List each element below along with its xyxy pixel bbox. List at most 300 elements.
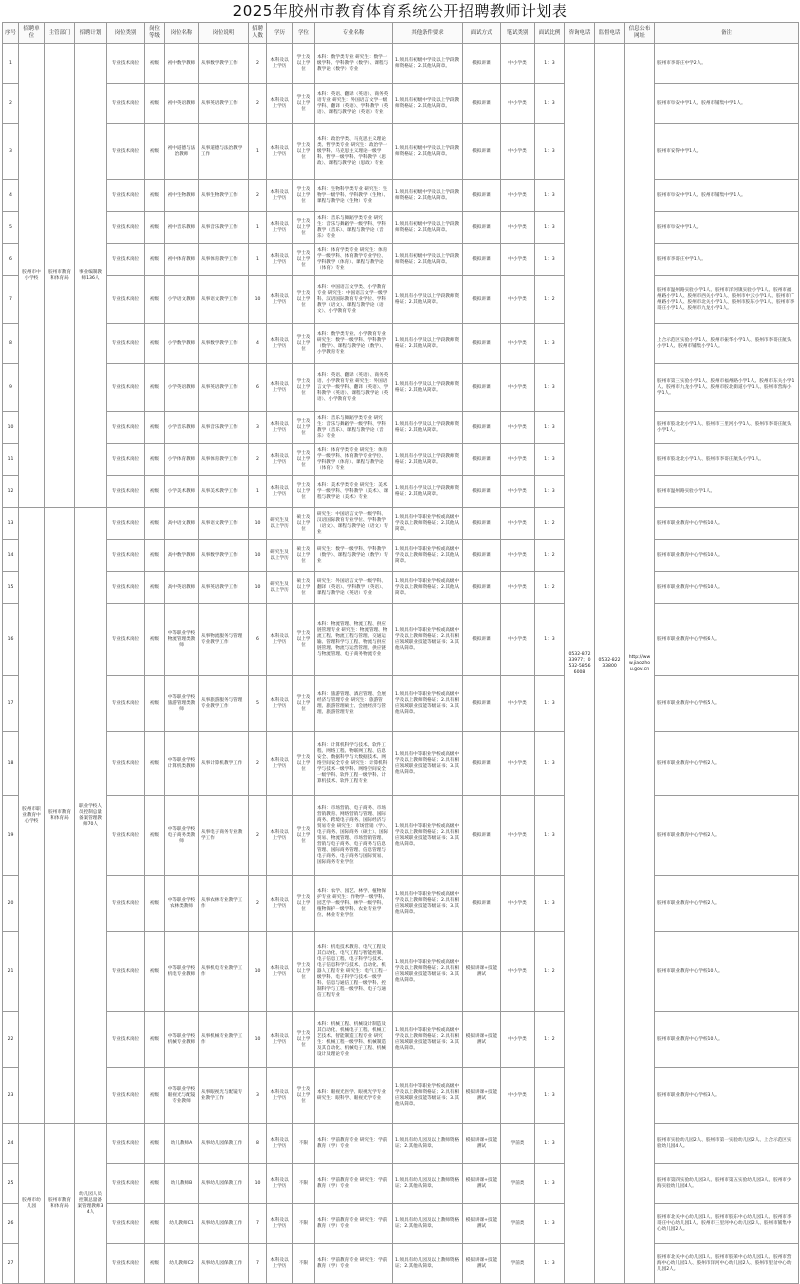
- interview-ratio: 1：3: [535, 604, 565, 676]
- column-header: 信息公布网址: [625, 23, 655, 44]
- position-level: 初级: [145, 44, 165, 84]
- interview-ratio: 1：2: [535, 572, 565, 604]
- position-category: 专业技术岗位: [107, 1164, 145, 1204]
- remarks: 胶州市职业教育中心学校10人。: [655, 1012, 799, 1068]
- education-requirement: 本科及以上学历: [267, 476, 293, 508]
- remarks: 胶州市李哥庄中学1人。: [655, 244, 799, 276]
- position-level: 初级: [145, 212, 165, 244]
- exam-category: 学前类: [501, 1124, 535, 1164]
- major-names: 本科：体育学类专业 研究生：体育学一级学科、体育教学专业学位、学科教学（体育）、课程与教学论（体育）专业: [315, 444, 393, 476]
- recruit-count: 10: [249, 508, 267, 540]
- degree-requirement: 学士及以上学位: [293, 124, 315, 180]
- major-names: 本科：英语、翻译（英语）、商务英语、小学教育专业 研究生：外国语言文学一级学科、翻译（英语）、学科教学（英语）、课程与教学论（英语）、小学教育专业: [315, 364, 393, 412]
- position-description: 从事幼儿园保教工作: [199, 1164, 249, 1204]
- degree-requirement: 学士及以上学位: [293, 932, 315, 1012]
- position-description: 从事道德与法治教学工作: [199, 124, 249, 180]
- position-level: 初级: [145, 932, 165, 1012]
- major-names: 本科：音乐与舞蹈学类专业 研究生：音乐与舞蹈学一级学科、学科教学（音乐）、课程与教学论（音乐）专业: [315, 212, 393, 244]
- remarks: 胶州市阜安中学1人、胶州市铺集中学1人。: [655, 84, 799, 124]
- interview-ratio: 1：3: [535, 124, 565, 180]
- major-names: 本科：市场营销、电子商务、市场营销教育、网络营销与管理、国际商务、跨境电子商务、国际经济与贸易专业 研究生：市场营销（学）、电子商务、国际商务（硕士）、国际贸易、物流管理、市场营销管理、营销与电子商务、电子商务与信息管理、国际商务管理、信息管理与电子商务、电子商务与国际贸易、国际商务专业学位: [315, 796, 393, 876]
- other-requirements: 1.须具有初级中学及以上学段教师资格证；2.其他从简章。: [393, 180, 463, 212]
- degree-requirement: 不限: [293, 1124, 315, 1164]
- education-requirement: 本科及以上学历: [267, 1124, 293, 1164]
- position-category: 专业技术岗位: [107, 604, 145, 676]
- row-number: 19: [3, 796, 19, 876]
- other-requirements: 1.须具有幼儿园及以上教师资格证；2.其他从简章。: [393, 1124, 463, 1164]
- position-description: 从事体育教学工作: [199, 244, 249, 276]
- other-requirements: 1.须具有小学及以上学段教师资格证；2.其他从简章。: [393, 324, 463, 364]
- exam-category: 中小学类: [501, 876, 535, 932]
- table-row: [3, 796, 799, 876]
- position-category: 专业技术岗位: [107, 180, 145, 212]
- position-description: 从事音乐教学工作: [199, 412, 249, 444]
- column-header: 招聘计划: [75, 23, 107, 44]
- exam-category: 中小学类: [501, 444, 535, 476]
- interview-ratio: 1：3: [535, 212, 565, 244]
- other-requirements: 1.须具有初级中学及以上学段教师资格证；2.其他从简章。: [393, 212, 463, 244]
- remarks: 胶州市职业教育中心学校6人。: [655, 604, 799, 676]
- recruit-count: 2: [249, 876, 267, 932]
- interview-ratio: 1：3: [535, 412, 565, 444]
- position-description: 从事英语教学工作: [199, 364, 249, 412]
- other-requirements: 1.须具有中等职业学校或高级中学及以上教师资格证；2.其他从简章。: [393, 572, 463, 604]
- position-category: 专业技术岗位: [107, 44, 145, 84]
- position-category: 专业技术岗位: [107, 1012, 145, 1068]
- position-name: 幼儿教师B: [165, 1164, 199, 1204]
- position-name: 中等职业学校物流管理类教师: [165, 604, 199, 676]
- table-row: [3, 508, 799, 540]
- education-requirement: 研究生及以上学历: [267, 508, 293, 540]
- degree-requirement: 学士及以上学位: [293, 676, 315, 732]
- recruit-count: 1: [249, 124, 267, 180]
- column-header: 岗位等级: [145, 23, 165, 44]
- education-requirement: 本科及以上学历: [267, 1012, 293, 1068]
- recruit-count: 2: [249, 444, 267, 476]
- other-requirements: 1.须具有中等职业学校或高级中学及以上教师资格证；2.具有相应领域职业技能等级证书；3.其他从简章。: [393, 796, 463, 876]
- interview-ratio: 1：3: [535, 364, 565, 412]
- table-row: [3, 604, 799, 676]
- major-names: 本科：美术学类专业 研究生：美术学一级学科、学科教学（美术）、课程与教学论（美术）专业: [315, 476, 393, 508]
- remarks: 胶州市职业教育中心学校10人。: [655, 540, 799, 572]
- table-row: [3, 44, 799, 84]
- major-names: 本科：眼视光医学、眼视光学专业 研究生：眼科学、眼视光学专业: [315, 1068, 393, 1124]
- position-category: 专业技术岗位: [107, 1124, 145, 1164]
- position-name: 中等职业学校机电专业教师: [165, 932, 199, 1012]
- row-number: 9: [3, 364, 19, 412]
- remarks: 胶州市胶北北小学1人、胶州市三里河小学1人、胶州市李哥庄航头小学1人。: [655, 412, 799, 444]
- position-name: 高中数学教师: [165, 540, 199, 572]
- interview-method: 模拟讲课+技能测试: [463, 1124, 501, 1164]
- position-level: 初级: [145, 180, 165, 212]
- recruit-count: 10: [249, 572, 267, 604]
- degree-requirement: 不限: [293, 1244, 315, 1284]
- remarks: 胶州市第四实验幼儿园3人、胶州市第五实验幼儿园3人、胶州市少海实验幼儿园4人。: [655, 1164, 799, 1204]
- column-header: 监督电话: [595, 23, 625, 44]
- row-number: 2: [3, 84, 19, 124]
- position-name: 中等职业学校眼视光与配镜专业教师: [165, 1068, 199, 1124]
- other-requirements: 1.须具有小学及以上学段教师资格证；2.其他从简章。: [393, 276, 463, 324]
- position-name: 小学数学教师: [165, 324, 199, 364]
- position-level: 初级: [145, 572, 165, 604]
- column-header: 咨询电话: [565, 23, 595, 44]
- info-website: http://www.jiaozhou.gov.cn: [625, 44, 655, 1284]
- major-names: 本科：英语、翻译（英语）、商务英语专业 研究生：外国语言文学一级学科、翻译（英语）、学科教学（英语）、课程与教学论（英语）专业: [315, 84, 393, 124]
- table-row: [3, 1012, 799, 1068]
- interview-ratio: 1：2: [535, 932, 565, 1012]
- position-category: 专业技术岗位: [107, 244, 145, 276]
- education-requirement: 本科及以上学历: [267, 1164, 293, 1204]
- exam-category: 中小学类: [501, 44, 535, 84]
- row-number: 6: [3, 244, 19, 276]
- recruit-count: 10: [249, 1012, 267, 1068]
- position-category: 专业技术岗位: [107, 212, 145, 244]
- recruiting-unit: 胶州市中小学校: [19, 44, 45, 508]
- column-header: 学历: [267, 23, 293, 44]
- position-name: 幼儿教师C1: [165, 1204, 199, 1244]
- position-category: 专业技术岗位: [107, 476, 145, 508]
- exam-category: 中小学类: [501, 676, 535, 732]
- other-requirements: 1.须具有小学及以上学段教师资格证；2.其他从简章。: [393, 444, 463, 476]
- education-requirement: 本科及以上学历: [267, 324, 293, 364]
- position-level: 初级: [145, 244, 165, 276]
- degree-requirement: 学士及以上学位: [293, 1068, 315, 1124]
- table-row: [3, 1164, 799, 1204]
- column-header: 主管部门: [45, 23, 75, 44]
- position-level: 初级: [145, 1068, 165, 1124]
- row-number: 20: [3, 876, 19, 932]
- other-requirements: 1.须具有小学及以上学段教师资格证；2.其他从简章。: [393, 412, 463, 444]
- recruitment-plan: 事业编制教师136人: [75, 44, 107, 508]
- position-description: 从事语文教学工作: [199, 276, 249, 324]
- position-description: 从事体育教学工作: [199, 444, 249, 476]
- interview-method: 模拟讲课+技能测试: [463, 1164, 501, 1204]
- recruit-count: 2: [249, 180, 267, 212]
- position-description: 从事美术教学工作: [199, 476, 249, 508]
- other-requirements: 1.须具有中等职业学校或高级中学及以上教师资格证；2.具有相应领域职业技能等级证书；3.其他从简章。: [393, 1012, 463, 1068]
- remarks: 胶州市温州路实验小学1人、胶州市洋河镇实验小学1人、胶州市福州路小学1人、胶州市西关小学1人、胶州市中云小学1人、胶州市广州路小学1人、胶州市北关小学1人、胶州市胶东小学1人、胶州市李哥庄小学1人、胶州市九龙小学1人。: [655, 276, 799, 324]
- education-requirement: 本科及以上学历: [267, 276, 293, 324]
- recruitment-plan: 幼儿园人员控制总量备案管理教师34人: [75, 1124, 107, 1284]
- remarks: 胶州市阜安中学1人。: [655, 212, 799, 244]
- row-number: 4: [3, 180, 19, 212]
- degree-requirement: 学士及以上学位: [293, 1012, 315, 1068]
- recruitment-plan: 职业学校人员控制总量备案管理教师70人: [75, 508, 107, 1124]
- position-name: 初中音乐教师: [165, 212, 199, 244]
- column-header: 岗位类别: [107, 23, 145, 44]
- education-requirement: 本科及以上学历: [267, 1204, 293, 1244]
- interview-method: 模拟讲课: [463, 572, 501, 604]
- education-requirement: 本科及以上学历: [267, 876, 293, 932]
- row-number: 8: [3, 324, 19, 364]
- degree-requirement: 学士及以上学位: [293, 44, 315, 84]
- position-category: 专业技术岗位: [107, 540, 145, 572]
- remarks: 胶州市职业教育中心学校2人。: [655, 876, 799, 932]
- interview-method: 模拟讲课+技能测试: [463, 1244, 501, 1284]
- row-number: 11: [3, 444, 19, 476]
- table-row: [3, 476, 799, 508]
- table-row: [3, 876, 799, 932]
- position-description: 从事幼儿园保教工作: [199, 1204, 249, 1244]
- position-category: 专业技术岗位: [107, 572, 145, 604]
- interview-method: 模拟讲课: [463, 124, 501, 180]
- degree-requirement: 不限: [293, 1164, 315, 1204]
- position-level: 初级: [145, 508, 165, 540]
- major-names: 本科：学前教育专业 研究生：学前教育（学）专业: [315, 1124, 393, 1164]
- position-category: 专业技术岗位: [107, 732, 145, 796]
- degree-requirement: 学士及以上学位: [293, 476, 315, 508]
- table-row: [3, 276, 799, 324]
- other-requirements: 1.须具有中等职业学校或高级中学及以上教师资格证；2.具有相应领域职业技能等级证书；3.其他从简章。: [393, 876, 463, 932]
- interview-ratio: 1：3: [535, 84, 565, 124]
- table-row: [3, 540, 799, 572]
- other-requirements: 1.须具有小学及以上学段教师资格证；2.其他从简章。: [393, 364, 463, 412]
- position-level: 初级: [145, 876, 165, 932]
- remarks: 胶州市职业教育中心学校5人。: [655, 676, 799, 732]
- interview-method: 模拟讲课: [463, 676, 501, 732]
- position-category: 专业技术岗位: [107, 876, 145, 932]
- column-header: 笔试类别: [501, 23, 535, 44]
- column-header: 学位: [293, 23, 315, 44]
- education-requirement: 研究生及以上学历: [267, 540, 293, 572]
- supervising-department: 胶州市教育和体育局: [45, 508, 75, 1124]
- row-number: 27: [3, 1244, 19, 1284]
- column-header: 备注: [655, 23, 799, 44]
- interview-ratio: 1：3: [535, 796, 565, 876]
- table-row: [3, 324, 799, 364]
- exam-category: 中小学类: [501, 124, 535, 180]
- position-level: 初级: [145, 1244, 165, 1284]
- education-requirement: 本科及以上学历: [267, 212, 293, 244]
- interview-method: 模拟讲课: [463, 732, 501, 796]
- exam-category: 学前类: [501, 1244, 535, 1284]
- position-category: 专业技术岗位: [107, 1068, 145, 1124]
- table-row: [3, 1244, 799, 1284]
- exam-category: 中小学类: [501, 276, 535, 324]
- other-requirements: 1.须具有中等职业学校或高级中学及以上教师资格证；2.其他从简章。: [393, 508, 463, 540]
- position-name: 初中生物教师: [165, 180, 199, 212]
- column-header: 专业名称: [315, 23, 393, 44]
- education-requirement: 本科及以上学历: [267, 44, 293, 84]
- degree-requirement: 学士及以上学位: [293, 276, 315, 324]
- exam-category: 中小学类: [501, 1068, 535, 1124]
- major-names: 本科：音乐与舞蹈学类专业 研究生：音乐与舞蹈学一级学科、学科教学（音乐）、课程与教学论（音乐）专业: [315, 412, 393, 444]
- exam-category: 学前类: [501, 1164, 535, 1204]
- remarks: 胶州市第三实验小学1人、胶州市福州路小学1人、胶州市东关小学1人、胶州市九龙小学1人、胶州市胶北街道小学1人、胶州市营海小学1人。: [655, 364, 799, 412]
- major-names: 本科：政治学类、马克思主义理论类、哲学类专业 研究生：政治学一级学科、马克思主义理论一级学科、哲学一级学科、学科教学（思政）、课程与教学论（思政）专业: [315, 124, 393, 180]
- education-requirement: 研究生及以上学历: [267, 572, 293, 604]
- other-requirements: 1.须具有幼儿园及以上教师资格证；2.其他从简章。: [393, 1204, 463, 1244]
- row-number: 16: [3, 604, 19, 676]
- major-names: 本科：学前教育专业 研究生：学前教育（学）专业: [315, 1244, 393, 1284]
- position-description: 从事物流服务与管理专业教学工作: [199, 604, 249, 676]
- interview-method: 模拟讲课: [463, 180, 501, 212]
- education-requirement: 本科及以上学历: [267, 604, 293, 676]
- column-header: 岗位名称: [165, 23, 199, 44]
- degree-requirement: 学士及以上学位: [293, 324, 315, 364]
- position-category: 专业技术岗位: [107, 124, 145, 180]
- interview-method: 模拟讲课: [463, 244, 501, 276]
- supervising-department: 胶州市教育和体育局: [45, 44, 75, 508]
- row-number: 5: [3, 212, 19, 244]
- remarks: 胶州市阜安中学1人、胶州市铺集中学1人。: [655, 180, 799, 212]
- interview-ratio: 1：3: [535, 1204, 565, 1244]
- position-level: 初级: [145, 476, 165, 508]
- education-requirement: 本科及以上学历: [267, 180, 293, 212]
- position-category: 专业技术岗位: [107, 276, 145, 324]
- row-number: 1: [3, 44, 19, 84]
- interview-method: 模拟讲课: [463, 364, 501, 412]
- degree-requirement: 硕士及以上学位: [293, 508, 315, 540]
- remarks: 胶州市胶北北小学1人、胶州市李哥庄航头小学1人。: [655, 444, 799, 476]
- column-header: 序号: [3, 23, 19, 44]
- position-level: 初级: [145, 324, 165, 364]
- table-row: [3, 1204, 799, 1244]
- exam-category: 中小学类: [501, 364, 535, 412]
- education-requirement: 本科及以上学历: [267, 84, 293, 124]
- position-category: 专业技术岗位: [107, 932, 145, 1012]
- exam-category: 中小学类: [501, 796, 535, 876]
- other-requirements: 1.须具有幼儿园及以上教师资格证；2.其他从简章。: [393, 1164, 463, 1204]
- recruit-count: 1: [249, 476, 267, 508]
- degree-requirement: 学士及以上学位: [293, 244, 315, 276]
- degree-requirement: 学士及以上学位: [293, 180, 315, 212]
- remarks: 胶州市职业教育中心学校2人。: [655, 732, 799, 796]
- education-requirement: 本科及以上学历: [267, 364, 293, 412]
- row-number: 24: [3, 1124, 19, 1164]
- education-requirement: 本科及以上学历: [267, 244, 293, 276]
- major-names: 本科：数学类专业 研究生：数学一级学科、学科教学（数学）、课程与教学论（数学）专业: [315, 44, 393, 84]
- interview-ratio: 1：2: [535, 508, 565, 540]
- remarks: 胶州市职业教育中心学校10人。: [655, 932, 799, 1012]
- position-description: 从事英语教学工作: [199, 572, 249, 604]
- position-name: 高中语文教师: [165, 508, 199, 540]
- exam-category: 中小学类: [501, 324, 535, 364]
- interview-ratio: 1：3: [535, 444, 565, 476]
- column-header: 其他条件要求: [393, 23, 463, 44]
- position-name: 高中英语教师: [165, 572, 199, 604]
- recruit-count: 2: [249, 796, 267, 876]
- position-name: 初中体育教师: [165, 244, 199, 276]
- position-level: 初级: [145, 412, 165, 444]
- interview-method: 模拟讲课: [463, 604, 501, 676]
- degree-requirement: 学士及以上学位: [293, 604, 315, 676]
- interview-ratio: 1：3: [535, 44, 565, 84]
- other-requirements: 1.须具有小学及以上学段教师资格证；2.其他从简章。: [393, 476, 463, 508]
- recruitment-plan-table: [2, 22, 799, 1284]
- position-name: 中等职业学校电子商务类教师: [165, 796, 199, 876]
- row-number: 7: [3, 276, 19, 324]
- major-names: 研究生：中国语言文学一级学科、汉语国际教育专业学位、学科教学（语文）、课程与教学论（语文）专业: [315, 508, 393, 540]
- column-header: 面试比例: [535, 23, 565, 44]
- major-names: 本科：体育学类专业 研究生：体育学一级学科、体育教学专业学位、学科教学（体育）、课程与教学论（体育）专业: [315, 244, 393, 276]
- column-header: 岗位说明: [199, 23, 249, 44]
- recruit-count: 4: [249, 324, 267, 364]
- position-level: 初级: [145, 1124, 165, 1164]
- column-header: 面试方式: [463, 23, 501, 44]
- other-requirements: 1.须具有中等职业学校或高级中学及以上教师资格证；2.具有相应领域职业技能等级证书；3.其他从简章。: [393, 732, 463, 796]
- remarks: 胶州市李哥庄中学2人。: [655, 44, 799, 84]
- position-level: 初级: [145, 444, 165, 476]
- position-level: 初级: [145, 364, 165, 412]
- row-number: 25: [3, 1164, 19, 1204]
- position-description: 从事机械专业教学工作: [199, 1012, 249, 1068]
- position-name: 中等职业学校旅游管理类教师: [165, 676, 199, 732]
- degree-requirement: 学士及以上学位: [293, 444, 315, 476]
- major-names: 本科：学前教育专业 研究生：学前教育（学）专业: [315, 1204, 393, 1244]
- recruit-count: 7: [249, 1204, 267, 1244]
- recruit-count: 6: [249, 604, 267, 676]
- remarks: 上合示范区实验小学1人、胶州市振华小学1人、胶州市李哥庄航头小学1人、胶州市铺集小学1人。: [655, 324, 799, 364]
- interview-method: 模拟讲课+技能测试: [463, 932, 501, 1012]
- recruit-count: 10: [249, 1164, 267, 1204]
- education-requirement: 本科及以上学历: [267, 676, 293, 732]
- major-names: 本科：物流管理、物流工程、供应链管理专业 研究生：物流管理、物流工程、物流工程与管理、交通运输、管理科学与工程、物流与供应链管理、物流与运营管理、供应链与物流管理、电子商务物流专业: [315, 604, 393, 676]
- table-row: [3, 732, 799, 796]
- interview-ratio: 1：3: [535, 1124, 565, 1164]
- interview-method: 模拟讲课: [463, 444, 501, 476]
- position-category: 专业技术岗位: [107, 444, 145, 476]
- position-level: 初级: [145, 732, 165, 796]
- recruit-count: 10: [249, 932, 267, 1012]
- remarks: 胶州市职业教育中心学校3人。: [655, 1068, 799, 1124]
- column-header: 招聘单位: [19, 23, 45, 44]
- exam-category: 中小学类: [501, 604, 535, 676]
- education-requirement: 本科及以上学历: [267, 796, 293, 876]
- exam-category: 中小学类: [501, 932, 535, 1012]
- recruit-count: 8: [249, 1124, 267, 1164]
- interview-ratio: 1：3: [535, 324, 565, 364]
- position-name: 小学美术教师: [165, 476, 199, 508]
- other-requirements: 1.须具有初级中学及以上学段教师资格证；2.其他从简章。: [393, 84, 463, 124]
- education-requirement: 本科及以上学历: [267, 124, 293, 180]
- interview-ratio: 1：2: [535, 540, 565, 572]
- position-category: 专业技术岗位: [107, 412, 145, 444]
- exam-category: 中小学类: [501, 212, 535, 244]
- other-requirements: 1.须具有幼儿园及以上教师资格证；2.其他从简章。: [393, 1244, 463, 1284]
- row-number: 15: [3, 572, 19, 604]
- interview-method: 模拟讲课: [463, 476, 501, 508]
- remarks: 胶州市职业教育中心学校10人。: [655, 508, 799, 540]
- position-description: 从事生物教学工作: [199, 180, 249, 212]
- position-description: 从事旅游服务与管理专业教学工作: [199, 676, 249, 732]
- recruit-count: 1: [249, 212, 267, 244]
- interview-method: 模拟讲课+技能测试: [463, 1012, 501, 1068]
- degree-requirement: 硕士及以上学位: [293, 540, 315, 572]
- table-body: [3, 44, 799, 1284]
- position-description: 从事幼儿园保教工作: [199, 1124, 249, 1164]
- interview-method: 模拟讲课: [463, 796, 501, 876]
- interview-method: 模拟讲课+技能测试: [463, 1068, 501, 1124]
- exam-category: 中小学类: [501, 476, 535, 508]
- major-names: 本科：机电技术教育、电气工程及其自动化、电气工程与智能控制、电子信息工程、电子科学与技术、电子信息科学与技术、自动化、机器人工程专业 研究生：电气工程一级学科、电子科学与技术一级学科、信息与通信工程一级学科、控制科学与工程一级学科、电子与通信工程专业: [315, 932, 393, 1012]
- degree-requirement: 学士及以上学位: [293, 732, 315, 796]
- exam-category: 学前类: [501, 1204, 535, 1244]
- interview-method: 模拟讲课: [463, 508, 501, 540]
- education-requirement: 本科及以上学历: [267, 444, 293, 476]
- row-number: 13: [3, 508, 19, 540]
- interview-method: 模拟讲课: [463, 876, 501, 932]
- row-number: 18: [3, 732, 19, 796]
- major-names: 研究生：数学一级学科、学科教学（数学）、课程与教学论（数学）专业: [315, 540, 393, 572]
- row-number: 26: [3, 1204, 19, 1244]
- column-header: 招聘人数: [249, 23, 267, 44]
- position-category: 专业技术岗位: [107, 364, 145, 412]
- table-row: [3, 1124, 799, 1164]
- position-level: 初级: [145, 84, 165, 124]
- table-row: [3, 244, 799, 276]
- major-names: 研究生：外国语言文学一级学科、翻译（英语）、学科教学（英语）、课程与教学论（英语）专业: [315, 572, 393, 604]
